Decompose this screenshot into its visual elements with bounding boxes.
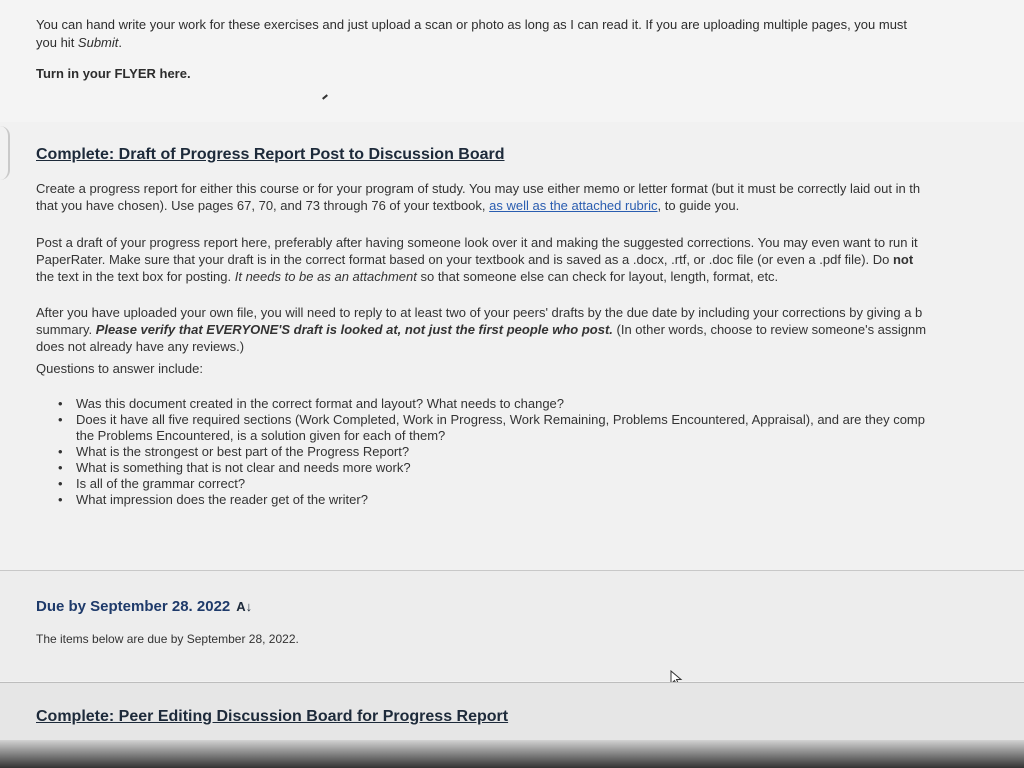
paragraph-line: [36, 268, 1024, 285]
previous-item-section: [0, 0, 1024, 123]
paragraph-text: PaperRater. Make sure that your draft is in the correct format based on your textbook and is saved as a .docx, .rtf, or .doc file (or even a .pdf file). Do: [36, 252, 893, 267]
bold-not: not: [892, 252, 914, 267]
list-item-text: Was this document created in the correct format and layout? What needs to change?: [76, 396, 565, 411]
questions-label: Questions to answer include:: [36, 361, 203, 376]
questions-list: [58, 396, 1024, 508]
rubric-link[interactable]: as well as the attached rubric: [489, 198, 658, 213]
due-date-heading: [36, 598, 252, 615]
upload-instructions-line1: You can hand write your work for these exercises and just upload a scan or photo as long as I can read it. If you are uploading multiple pages, you must: [36, 17, 908, 32]
due-date-subtitle: The items below are due by September 28, 2022.: [36, 632, 299, 646]
paragraph-text: summary.: [36, 322, 96, 337]
list-item-text: What is the strongest or best part of the Progress Report?: [76, 444, 410, 459]
paragraph-text: (In other words, choose to review someone's assignm: [612, 322, 927, 337]
sort-icon[interactable]: A↓: [236, 599, 253, 614]
due-date-section: [0, 571, 1024, 681]
turn-in-flyer: [36, 66, 191, 81]
list-item-text: Is all of the grammar correct?: [76, 476, 246, 491]
attachment-emphasis: It needs to be as an attachment: [234, 269, 417, 284]
list-item: [58, 460, 1024, 476]
list-item-text: the Problems Encountered, is a solution given for each of them?: [76, 428, 446, 443]
instructions-text: you hit: [36, 35, 78, 50]
description-paragraph-1: [36, 180, 1024, 214]
list-item: [58, 412, 1024, 444]
list-item: [58, 444, 1024, 460]
description-paragraph-3: [36, 304, 1024, 355]
description-paragraph-2: [36, 234, 1024, 285]
upload-instructions-line2: [36, 34, 1024, 52]
list-item-text: What impression does the reader get of the writer?: [76, 492, 368, 507]
paragraph-text: so that someone else can check for layout, length, format, etc.: [416, 269, 779, 284]
paragraph-line: [36, 321, 1024, 338]
item-title-link[interactable]: Complete: Draft of Progress Report Post to Discussion Board: [36, 146, 505, 163]
paragraph-text: the text in the text box for posting.: [36, 269, 235, 284]
paragraph-line: [36, 197, 1024, 214]
list-item: [58, 476, 1024, 492]
turn-in-text: Turn in your FLYER here.: [36, 66, 191, 81]
paragraph-line: does not already have any reviews.): [36, 339, 245, 354]
list-item: [58, 492, 1024, 508]
instructions-text: .: [118, 35, 123, 50]
upload-instructions: [36, 16, 1024, 52]
paragraph-line: [36, 251, 1024, 268]
verify-emphasis: Please verify that EVERYONE'S draft is looked at, not just the first people who post.: [95, 322, 613, 337]
collapse-edge: [0, 126, 10, 180]
list-item: [58, 396, 1024, 412]
paragraph-text: , to guide you.: [657, 198, 740, 213]
paragraph-line: Create a progress report for either this course or for your program of study. You may use either memo or letter format (but it must be correctly laid out in th: [36, 181, 921, 196]
paragraph-text: that you have chosen). Use pages 67, 70, and 73 through 76 of your textbook,: [36, 198, 490, 213]
stray-mark: [322, 94, 328, 99]
due-date-text: Due by September 28. 2022: [36, 598, 231, 615]
screen-edge-shadow: [0, 740, 1024, 768]
paragraph-line: After you have uploaded your own file, you will need to reply to at least two of your peers' drafts by the due date by including your corrections by giving a b: [36, 305, 923, 320]
paragraph-line: Post a draft of your progress report here, preferably after having someone look over it and making the suggested corrections. You may even want to run it: [36, 235, 918, 250]
list-item-text: • Does it have all five required sections (Work Completed, Work in Progress, Work Remaining, Problems Encountered, Appraisal), and are they comp: [76, 412, 925, 427]
submit-word: Submit: [77, 35, 119, 50]
list-item-text: What is something that is not clear and needs more work?: [76, 460, 411, 475]
next-item-title-link[interactable]: Complete: Peer Editing Discussion Board for Progress Report: [36, 708, 509, 725]
